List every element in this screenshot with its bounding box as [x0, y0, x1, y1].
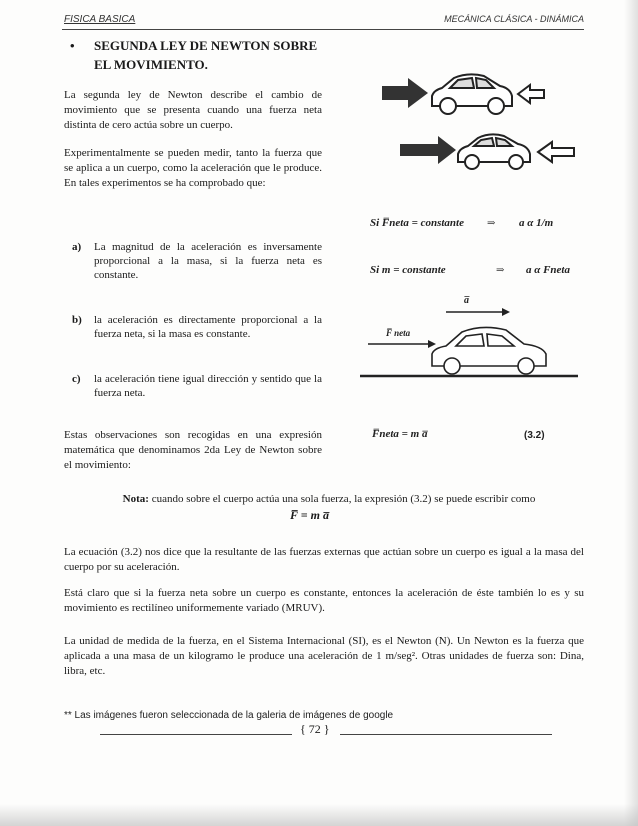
push-arrow-icon: [382, 78, 428, 108]
force-label: F̅ neta: [386, 328, 411, 338]
paragraph-newton-unit: La unidad de medida de la fuerza, en el Sistema Internacional (SI), es el Newton (N). Un Newton es la fuerza que aplicada a una masa de un kilogramo le produce una aceleración de 1 m/seg². Otras unidades de fuerza son: Dina, libra, etc.: [64, 635, 584, 677]
title-text: SEGUNDA LEY DE NEWTON SOBRE EL MOVIMIENTO.: [94, 38, 318, 72]
section-title: [72, 36, 332, 74]
paragraph-observations: Estas observaciones son recogidas en una expresión matemática que denominamos 2da Ley de Newton sobre el movimiento:: [64, 429, 322, 471]
note-equation: F̅ = m a̅: [290, 508, 329, 522]
push-arrow-icon: [400, 136, 456, 164]
implies-arrow: ⇒: [487, 218, 496, 229]
acceleration-label: a̅: [464, 295, 469, 306]
header-left: FISICA BASICA: [64, 14, 136, 25]
car-icon: [432, 74, 512, 114]
footer-rule-right: [340, 734, 552, 735]
equation-mass-constant: Si m = constante: [370, 264, 446, 276]
note-block: [94, 492, 564, 507]
car-icon: [458, 134, 530, 169]
paragraph-intro: La segunda ley de Newton describe el cambio de movimiento que se presenta cuando una fuerza neta distinta de cero actúa sobre un cuerpo.: [64, 89, 322, 131]
small-push-arrow-icon: [518, 85, 544, 103]
acceleration-arrow-icon: [446, 308, 510, 316]
title-bullet: •: [70, 38, 75, 53]
equation-number: (3.2): [524, 430, 545, 441]
force-arrow-icon: [368, 340, 436, 348]
equation-second-law: F̅neta = m a̅: [372, 428, 428, 440]
list-item: [72, 313, 322, 341]
page-edge-shadow: [624, 0, 638, 826]
note-label: Nota:: [122, 493, 149, 505]
list-item-text: la aceleración es directamente proporcional a la fuerza neta, si la masa es constante.: [94, 314, 322, 340]
paragraph-experiments: Experimentalmente se pueden medir, tanto la fuerza que se aplica a un cuerpo, como la aceleración que le produce. En tales experimentos se ha comprobado que:: [64, 147, 322, 189]
header-right: MECÁNICA CLÁSICA - DINÁMICA: [444, 14, 584, 24]
paragraph-equation-meaning: La ecuación (3.2) nos dice que la resultante de las fuerzas externas que actúan sobre un cuerpo es igual a la masa del cuerpo por su aceleración.: [64, 546, 584, 573]
car-icon: [432, 327, 546, 374]
image-credit-note: ** Las imágenes fueron seleccionada de la galeria de imágenes de google: [64, 710, 394, 721]
list-item: [72, 372, 322, 400]
header-rule: [62, 29, 584, 30]
cars-illustration: [378, 70, 588, 174]
equation-force-constant: Si F̅neta = constante: [370, 217, 464, 229]
page-number-value: 72: [308, 722, 321, 736]
page-number-bracket-left: {: [300, 722, 309, 736]
footer-rule-left: [100, 734, 292, 735]
small-push-arrow-icon: [538, 142, 574, 162]
note-text: cuando sobre el cuerpo actúa una sola fuerza, la expresión (3.2) se puede escribir como: [151, 493, 536, 505]
list-item: [72, 240, 322, 282]
list-item-text: La magnitud de la aceleración es inversamente proporcional a la masa, si la fuerza neta es constante.: [94, 241, 322, 281]
page-bottom-shadow: [0, 804, 638, 826]
implies-arrow: ⇒: [496, 265, 505, 276]
page-number-bracket-right: }: [320, 722, 330, 736]
paragraph-mruv: Está claro que si la fuerza neta sobre un cuerpo es constante, entonces la aceleración de éste también lo es y su movimiento es rectilíneo uniformemente variado (MRUV).: [64, 587, 584, 614]
equation-inverse-mass: a α 1/m: [519, 217, 554, 229]
page-number: [300, 722, 330, 737]
equation-proportional-force: a α Fneta: [526, 264, 570, 276]
list-item-text: la aceleración tiene igual dirección y sentido que la fuerza neta.: [94, 373, 322, 399]
list-item-label: c): [72, 373, 81, 385]
list-item-label: a): [72, 241, 82, 253]
list-item-label: b): [72, 314, 82, 326]
